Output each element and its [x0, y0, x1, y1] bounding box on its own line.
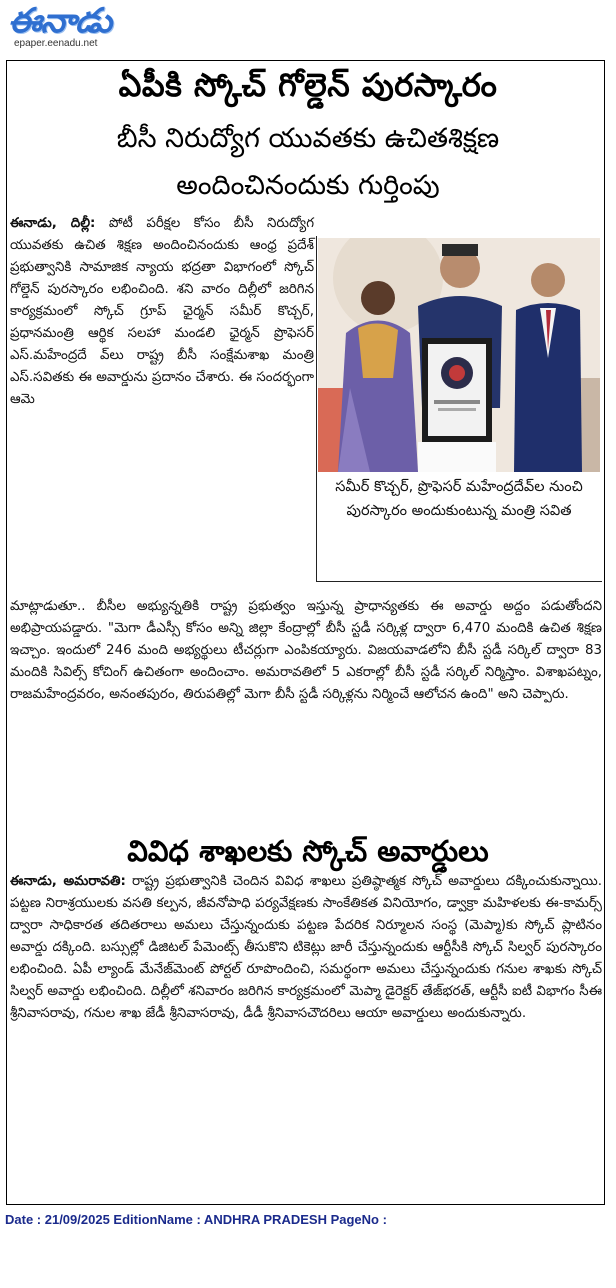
article1-subhead-line1: బీసీ నిరుద్యోగ యువతకు ఉచితశిక్షణ — [116, 123, 500, 154]
photo-caption: సమీర్ కొచ్చర్, ప్రొఫెసర్ మహేంద్రదేవ్‌ల నుంచి పురస్కారం అందుకుంటున్న మంత్రి సవిత — [335, 479, 583, 519]
article1-column-text — [10, 213, 314, 411]
article1-full-text: మాట్లాడుతూ.. బీసీల అభ్యున్నతికి రాష్ట్ర ప్రభుత్వం ఇస్తున్న ప్రాధాన్యతకు ఈ అవార్డు అద్దం పడుతోందని అభిప్రాయపడ్డారు. "మెగా డీఎస్సీ కోసం అన్ని జిల్లా కేంద్రాల్లో బీసీ స్టడీ సర్కిళ్ల ద్వారా 6,470 మందికి ఉచిత శిక్షణ ఇచ్చాం. ఇందులో 246 మంది అభ్యర్థులు టీచర్లుగా ఎంపికయ్యారు. విజయవాడలోని బీసీ స్టడీ సర్కిల్ ద్వారా 83 మందికి సివిల్స్ కోచింగ్ ఉచితంగా అందించాం. అమరావతిలో 5 ఎకరాల్లో బీసీ స్టడీ సర్కిల్ నిర్మిస్తాం. విశాఖపట్నం, రాజమహేంద్రవరం, అనంతపురం, తిరుపతిల్లో మెగా బీసీ స్టడీ సర్కిళ్లను నిర్మించే ఆలోచన ఉంది" అని చెప్పారు. — [10, 599, 602, 702]
eenadu-logo[interactable]: ఈనాడు — [8, 1, 112, 41]
article2-dateline: ఈనాడు, అమరావతి: — [10, 874, 126, 889]
article1-dateline: ఈనాడు, దిల్లీ: — [10, 216, 96, 231]
article2-headline: వివిధ శాఖలకు స్కోచ్ అవార్డులు — [127, 834, 489, 868]
masthead — [8, 2, 208, 54]
award-photo — [318, 238, 600, 472]
site-url: epaper.eenadu.net — [14, 38, 98, 49]
award-ceremony-illustration — [318, 238, 600, 472]
article1-subhead-line2: అందించినందుకు గుర్తింపు — [176, 170, 440, 201]
article2-body: రాష్ట్ర ప్రభుత్వానికి చెందిన వివిధ శాఖలు ప్రతిష్ఠాత్మక స్కోచ్ అవార్డులు దక్కించుకున్నాయి. పట్టణ నిరాశ్రయులకు వసతి కల్పన, జీవనోపాధి పర్యవేక్షణకు సాంకేతికత వినియోగం, డ్వాక్రా మహిళలకు ఈ-కామర్స్ ద్వారా సాధికారత తదితరాలు అమలు చేస్తున్నందుకు పట్టణ పేదరిక నిర్మూలన సంస్థ (మెప్మా)కు స్కోచ్ ప్లాటినం అవార్డు దక్కింది. బస్సుల్లో డిజిటల్ పేమెంట్స్ తీసుకొని టికెట్లు జారీ చేస్తున్నందుకు ఆర్టీసీకి స్కోచ్ సిల్వర్ పురస్కారం లభించింది. ఏపీ ల్యాండ్ మేనేజ్‌మెంట్ పోర్టల్ రూపొందించి, సమర్థంగా అమలు చేస్తున్నందుకు గనుల శాఖకు స్కోచ్ సిల్వర్ అవార్డు లభించింది. దిల్లీలో శనివారం జరిగిన కార్యక్రమంలో మెప్మా డైరెక్టర్ తేజ్‌భరత్, ఆర్టీసీ ఐటీ విభాగం సీఈ శ్రీనివాసరావు, గనుల శాఖ జేడీ శ్రీనివాసరావు, డీడీ శ్రీనివాసచౌదరిలు ఆయా అవార్డులు అందుకున్నారు. — [10, 874, 602, 1021]
article1-headline: ఏపీకి స్కోచ్ గోల్డెన్ పురస్కారం — [118, 66, 498, 104]
article2-text — [10, 871, 602, 1025]
edition-footer: Date : 21/09/2025 EditionName : ANDHRA PRADESH PageNo : — [5, 1212, 387, 1227]
article1-column-body: పోటీ పరీక్షల కోసం బీసీ నిరుద్యోగ యువతకు ఉచిత శిక్షణ అందించినందుకు ఆంధ్ర ప్రదేశ్ ప్రభుత్వానికి సామాజిక న్యాయ భద్రతా విభాగంలో స్కోచ్ గోల్డెన్ పురస్కారం లభించింది. శని వారం దిల్లీలో జరిగిన కార్యక్రమంలో స్కోచ్ గ్రూప్ ఛైర్మన్ సమీర్ కొచ్చర్, ప్రధానమంత్రి ఆర్థిక సలహా మండలి ఛైర్మన్ ప్రొఫెసర్ ఎస్.మహేంద్రదే వ్‌లు రాష్ట్ర బీసీ సంక్షేమశాఖ మంత్రి ఎస్.సవితకు ఈ అవార్డును ప్రదానం చేశారు. ఈ సందర్భంగా ఆమె — [10, 216, 314, 407]
